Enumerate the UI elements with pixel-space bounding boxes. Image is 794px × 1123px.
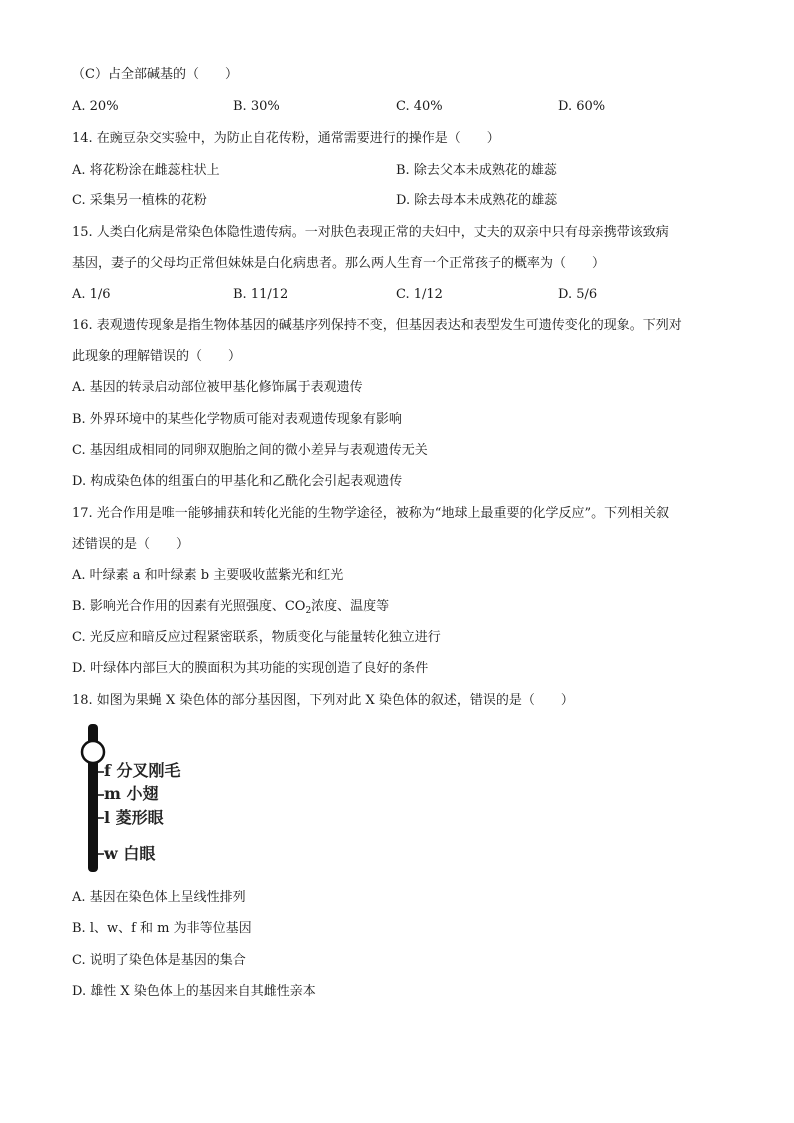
gene-label-w: w 白眼 (104, 844, 156, 863)
q17-stem-line2: 述错误的是（ ） (72, 537, 190, 552)
q17-option-d: D. 叶绿体内部巨大的膜面积为其功能的实现创造了良好的条件 (72, 661, 429, 676)
q17-option-c: C. 光反应和暗反应过程紧密联系，物质变化与能量转化独立进行 (72, 630, 441, 645)
q13c-option-a: A. 20% (72, 99, 119, 114)
q16-option-a: A. 基因的转录启动部位被甲基化修饰属于表观遗传 (72, 380, 363, 395)
q13c-stem: （C）占全部碱基的（ ） (72, 67, 238, 82)
q14-stem: 14. 在豌豆杂交实验中，为防止自花传粉，通常需要进行的操作是（ ） (72, 131, 500, 146)
q14-option-a: A. 将花粉涂在雌蕊柱状上 (72, 163, 220, 178)
q16-option-c: C. 基因组成相同的同卵双胞胎之间的微小差异与表观遗传无关 (72, 443, 428, 458)
q15-option-d: D. 5/6 (558, 287, 598, 302)
q16-stem-line2: 此现象的理解错误的（ ） (72, 349, 242, 364)
q18-stem: 18. 如图为果蝇 X 染色体的部分基因图，下列对此 X 染色体的叙述，错误的是（ ） (72, 693, 574, 708)
gene-label-f: f 分叉刚毛 (104, 761, 181, 780)
gene-label-l: l 菱形眼 (104, 808, 164, 827)
q17-option-b-subscript: 2 (305, 606, 312, 616)
q16-stem-line1: 16. 表观遗传现象是指生物体基因的碱基序列保持不变，但基因表达和表型发生可遗传变化的现象。下列对 (72, 318, 682, 333)
q18-option-d: D. 雄性 X 染色体上的基因来自其雌性亲本 (72, 984, 316, 999)
q16-option-d: D. 构成染色体的组蛋白的甲基化和乙酰化会引起表观遗传 (72, 474, 403, 489)
q15-option-b: B. 11/12 (233, 287, 289, 302)
q15-stem-line1: 15. 人类白化病是常染色体隐性遗传病。一对肤色表现正常的夫妇中，丈夫的双亲中只有母亲携带该致病 (72, 225, 669, 240)
q13c-option-c: C. 40% (396, 99, 443, 114)
q17-option-b-text-end: 浓度、温度等 (311, 599, 390, 614)
q17-option-b-text: B. 影响光合作用的因素有光照强度、CO (72, 599, 306, 614)
q18-option-b: B. l、w、f 和 m 为非等位基因 (72, 921, 252, 936)
q17-option-b (72, 598, 389, 620)
q13c-option-d: D. 60% (558, 99, 606, 114)
q17-option-a: A. 叶绿素 a 和叶绿素 b 主要吸收蓝紫光和红光 (72, 568, 344, 583)
q15-option-a: A. 1/6 (72, 287, 111, 302)
q17-stem-line1: 17. 光合作用是唯一能够捕获和转化光能的生物学途径，被称为“地球上最重要的化学反应”。下列相关叙 (72, 506, 670, 521)
gene-label-m: m 小翅 (104, 784, 159, 803)
q18-option-c: C. 说明了染色体是基因的集合 (72, 953, 246, 968)
q14-option-c: C. 采集另一植株的花粉 (72, 193, 207, 208)
q15-stem-line2: 基因，妻子的父母均正常但妹妹是白化病患者。那么两人生育一个正常孩子的概率为（ ） (72, 256, 606, 271)
q14-option-b: B. 除去父本未成熟花的雄蕊 (396, 163, 557, 178)
x-chromosome-figure (80, 724, 210, 874)
q14-option-d: D. 除去母本未成熟花的雄蕊 (396, 193, 558, 208)
q13c-option-b: B. 30% (233, 99, 280, 114)
q16-option-b: B. 外界环境中的某些化学物质可能对表观遗传现象有影响 (72, 412, 402, 427)
q15-option-c: C. 1/12 (396, 287, 443, 302)
q18-option-a: A. 基因在染色体上呈线性排列 (72, 890, 246, 905)
